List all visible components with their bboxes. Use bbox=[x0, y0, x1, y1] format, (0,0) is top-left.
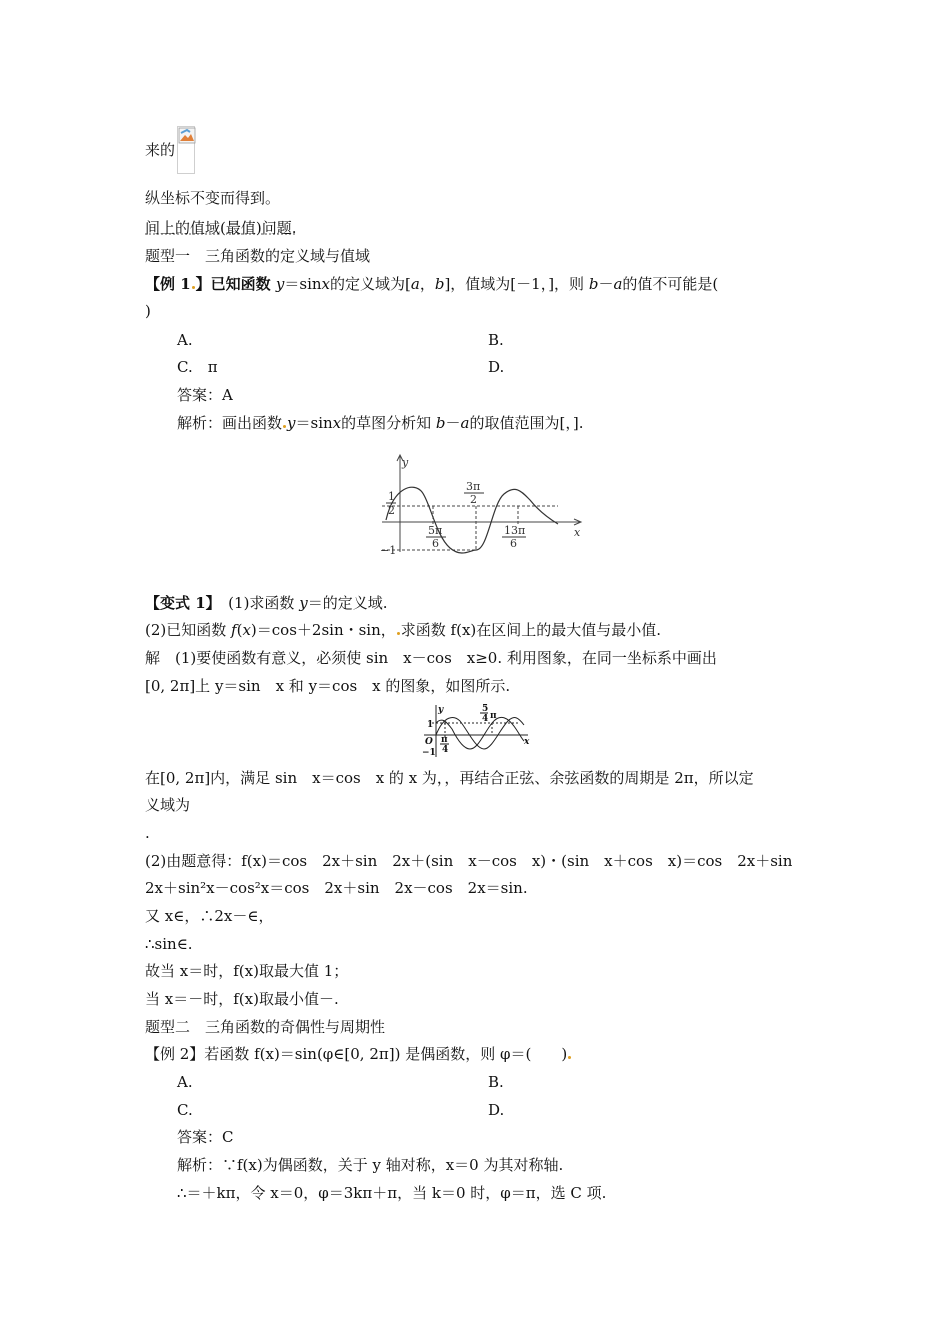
text-line: 纵坐标不变而得到。 bbox=[145, 189, 281, 207]
text-line: ) bbox=[145, 302, 151, 320]
one-label: 1 bbox=[427, 720, 434, 730]
option-c: C. π bbox=[177, 358, 218, 376]
example-1-question: 【例 1 】已知函数 y＝sinx的定义域为[a，b]，值域为[－1，]，则 b－a的值不可能是( bbox=[145, 275, 719, 293]
solution: 解析：画出函数 y＝sinx的草图分析知 b－a的取值范围为[，]. bbox=[177, 414, 584, 432]
text-line: . bbox=[145, 824, 150, 842]
solution-line: 解 (1)要使函数有意义，必须使 sin x－cos x≥0. 利用图象，在同一坐标系中画出 bbox=[145, 649, 717, 667]
neg-one-label: −1 bbox=[422, 748, 436, 758]
three-pi-num: 3π bbox=[466, 480, 481, 493]
text-line: 义域为 bbox=[145, 796, 191, 814]
solution: ∴＝＋kπ，令 x＝0，φ＝3kπ＋π，当 k＝0 时，φ＝π，选 C 项. bbox=[177, 1184, 607, 1202]
pi4-num: π bbox=[441, 735, 448, 745]
example-2-question: 【例 2】若函数 f(x)＝sin(φ∈[0, 2π]) 是偶函数，则 φ＝( ) bbox=[145, 1044, 572, 1064]
option-d: D. bbox=[488, 358, 505, 376]
text-line: 当 x＝－时，f(x)取最小值－. bbox=[145, 990, 339, 1008]
thirteen-pi-den: 6 bbox=[510, 537, 517, 550]
five4-pi: π bbox=[490, 711, 497, 721]
option-c: C. bbox=[177, 1101, 193, 1119]
y-label: y bbox=[402, 456, 409, 469]
section-heading: 题型一 三角函数的定义域与值域 bbox=[145, 247, 371, 265]
text-line: 间上的值域(最值)问题. bbox=[145, 219, 297, 237]
solution: 解析：∵f(x)为偶函数，关于 y 轴对称，x＝0 为其对称轴. bbox=[177, 1156, 564, 1174]
answer: 答案：A bbox=[177, 386, 233, 404]
five-pi-num: 5π bbox=[428, 524, 443, 537]
pi4-den: 4 bbox=[442, 745, 449, 755]
origin-label: O bbox=[425, 737, 433, 747]
cos-curve bbox=[436, 717, 524, 749]
text-line: 2x＋sin²x－cos²x＝cos 2x＋sin 2x－cos 2x＝sin. bbox=[145, 879, 528, 897]
variant-1-title: 【变式 1】 (1)求函数 y＝的定义域. bbox=[145, 594, 388, 612]
section-heading: 题型二 三角函数的奇偶性与周期性 bbox=[145, 1018, 386, 1036]
three-pi-den: 2 bbox=[470, 493, 477, 506]
sine-graph bbox=[372, 452, 587, 564]
sin-cos-graph bbox=[420, 703, 535, 759]
text-line: 来的 bbox=[145, 141, 176, 159]
x-label: x bbox=[574, 526, 581, 539]
x-label: x bbox=[524, 737, 530, 747]
thirteen-pi-num: 13π bbox=[504, 524, 526, 537]
text-line: ∴sin∈. bbox=[145, 935, 193, 953]
neg-one-label: −1 bbox=[380, 544, 397, 557]
option-b: B. bbox=[488, 331, 504, 349]
y-label: y bbox=[438, 705, 444, 715]
five4-den: 4 bbox=[482, 714, 489, 724]
option-a: A. bbox=[177, 1073, 193, 1091]
text-line: 又 x∈，∴2x－∈， bbox=[145, 907, 274, 925]
variant-1-part-2: (2)已知函数 f(x)＝cos＋2sin・sin， 求函数 f(x)在区间上的最大值与最小值. bbox=[145, 621, 662, 639]
broken-image-icon bbox=[177, 126, 195, 174]
solution-line: [0, 2π]上 y＝sin x 和 y＝cos x 的图象，如图所示. bbox=[145, 677, 511, 695]
half-num: 1 bbox=[388, 490, 395, 503]
answer: 答案：C bbox=[177, 1128, 234, 1146]
half-den: 2 bbox=[388, 504, 395, 517]
five-pi-den: 6 bbox=[432, 537, 439, 550]
text-line: 在[0, 2π]内，满足 sin x＝cos x 的 x 为，，再结合正弦、余弦函数的周期是 2π，所以定 bbox=[145, 769, 754, 787]
option-b: B. bbox=[488, 1073, 504, 1091]
text-line: 故当 x＝时，f(x)取最大值 1； bbox=[145, 962, 349, 980]
text-line: (2)由题意得：f(x)＝cos 2x＋sin 2x＋(sin x－cos x)・(sin x＋cos x)＝cos 2x＋sin bbox=[145, 852, 793, 870]
option-d: D. bbox=[488, 1101, 505, 1119]
option-a: A. bbox=[177, 331, 193, 349]
five4-num: 5 bbox=[482, 704, 489, 714]
